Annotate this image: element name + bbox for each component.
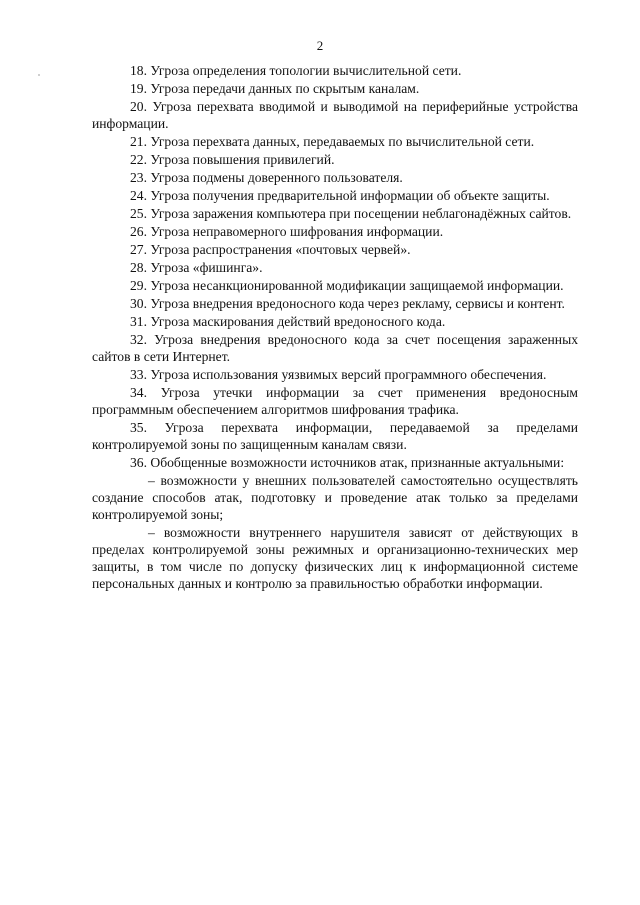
list-item-21: 21. Угроза перехвата данных, передаваемых по вычислительной сети. <box>130 134 535 149</box>
list-item-29: 29. Угроза несанкционированной модификации защищаемой информации. <box>130 278 564 293</box>
list-item-18: 18. Угроза определения топологии вычислительной сети. <box>130 63 462 78</box>
list-item-36: 36. Обобщенные возможности источников атак, признанные актуальными: <box>130 455 565 470</box>
list-item-23: 23. Угроза подмены доверенного пользователя. <box>130 170 403 185</box>
sub-item-external: – возможности у внешних пользователей самостоятельно осуществлять создание способов атак, подготовку и проведение атак только за пределами контролируемой зоны; <box>92 473 578 522</box>
list-item-32: 32. Угроза внедрения вредоносного кода за счет посещения зараженных сайтов в сети Интернет. <box>92 332 578 364</box>
list-item-28: 28. Угроза «фишинга». <box>130 260 263 275</box>
list-item-19: 19. Угроза передачи данных по скрытым каналам. <box>130 81 420 96</box>
list-item-35: 35. Угроза перехвата информации, передаваемой за пределами контролируемой зоны по защищенным каналам связи. <box>92 420 578 452</box>
list-item-33: 33. Угроза использования уязвимых версий программного обеспечения. <box>130 367 547 382</box>
list-item-25: 25. Угроза заражения компьютера при посещении неблагонадёжных сайтов. <box>130 206 572 221</box>
page-number: 2 <box>316 38 324 53</box>
list-item-31: 31. Угроза маскирования действий вредоносного кода. <box>130 314 446 329</box>
list-item-26: 26. Угроза неправомерного шифрования информации. <box>130 224 444 239</box>
list-item-20: 20. Угроза перехвата вводимой и выводимой на периферийные устройства информации. <box>92 99 578 131</box>
list-item-22: 22. Угроза повышения привилегий. <box>130 152 335 167</box>
scan-speck <box>38 74 40 76</box>
list-item-34: 34. Угроза утечки информации за счет применения вредоносным программным обеспечением алгоритмов шифрования трафика. <box>92 385 578 417</box>
list-item-24: 24. Угроза получения предварительной информации об объекте защиты. <box>130 188 550 203</box>
list-item-30: 30. Угроза внедрения вредоносного кода через рекламу, сервисы и контент. <box>130 296 565 311</box>
list-item-27: 27. Угроза распространения «почтовых червей». <box>130 242 411 257</box>
document-body <box>92 62 578 592</box>
sub-item-internal: – возможности внутреннего нарушителя зависят от действующих в пределах контролируемой зоны режимных и организационно-технических мер защиты, в том числе по допуску физических лиц к информационной системе персональных данных и контролю за правильностью обработки информации. <box>92 525 578 591</box>
